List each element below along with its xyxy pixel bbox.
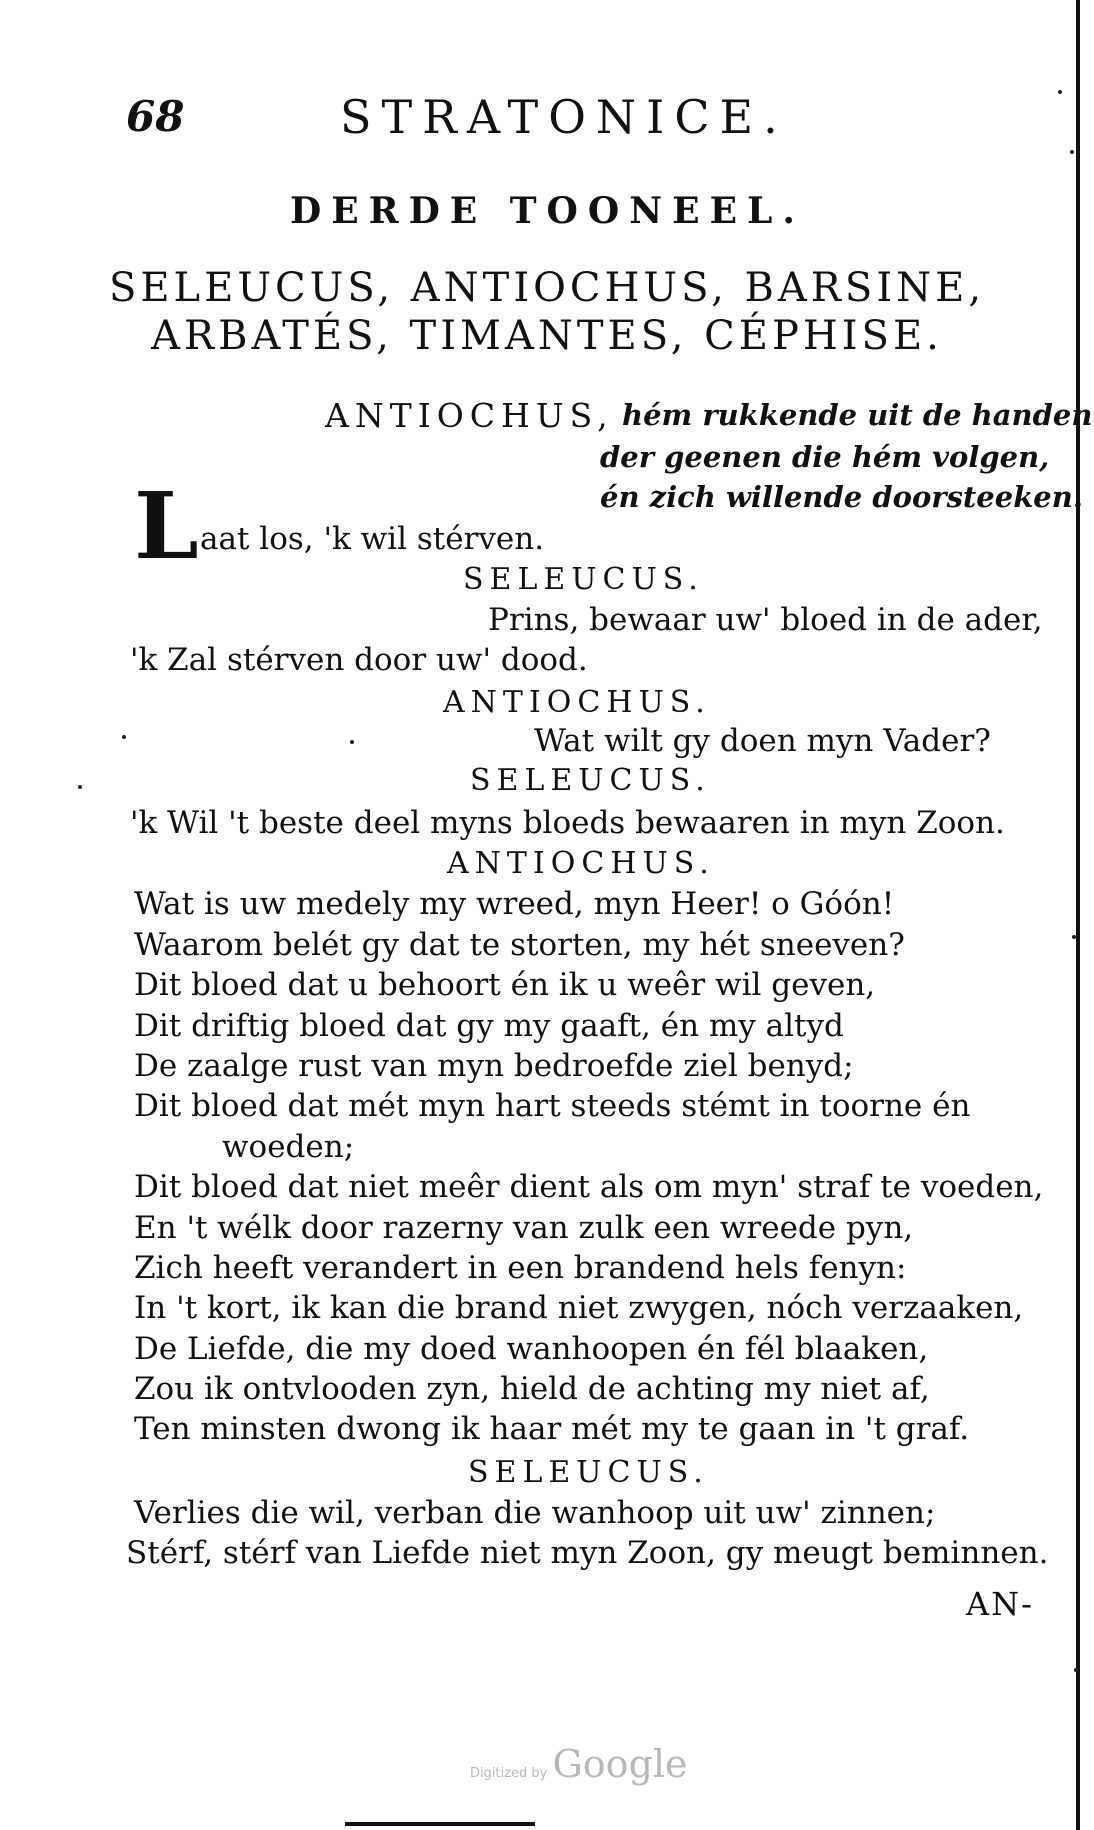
speaker-name: ANTIOCHUS.	[447, 846, 715, 881]
speaker-name: ANTIOCHUS,	[325, 396, 614, 435]
verse-line: En 't wélk door razerny van zulk een wreede pyn,	[134, 1210, 914, 1246]
verse-line: Prins, bewaar uw' bloed in de ader,	[488, 602, 1043, 638]
verse-line: Zich heeft verandert in een brandend hels fenyn:	[134, 1250, 907, 1286]
speaker-name: SELEUCUS.	[468, 1455, 709, 1490]
ink-speck	[1074, 1668, 1078, 1672]
ink-speck	[78, 785, 82, 789]
watermark-prefix: Digitized by	[470, 1766, 548, 1781]
ink-speck	[350, 740, 354, 744]
running-title: STRATONICE.	[340, 90, 788, 144]
ink-speck	[1058, 90, 1062, 94]
page-edge-bottom	[345, 1822, 535, 1826]
verse-line: Ten minsten dwong ik haar mét my te gaan in 't graf.	[134, 1411, 970, 1447]
catchword: AN-	[966, 1585, 1034, 1623]
verse-line: Dit bloed dat mét myn hart steeds stémt in toorne én	[134, 1088, 971, 1124]
stage-direction: hém rukkende uit de handen	[622, 398, 1093, 432]
digitization-watermark	[470, 1742, 688, 1786]
verse-line: woeden;	[222, 1129, 355, 1165]
ink-speck	[1072, 935, 1076, 939]
watermark-logo: Google	[552, 1742, 688, 1786]
verse-line: Zou ik ontvlooden zyn, hield de achting my niet af,	[134, 1371, 930, 1407]
verse-line: In 't kort, ik kan die brand niet zwygen, nóch verzaaken,	[134, 1290, 1024, 1326]
speaker-name: ANTIOCHUS.	[443, 685, 711, 720]
ink-speck	[1070, 150, 1074, 154]
verse-line: Dit bloed dat niet meêr dient als om myn' straf te voeden,	[134, 1169, 1044, 1205]
scene-heading: DERDE TOONEEL.	[290, 190, 805, 232]
stage-direction: der geenen die hém volgen,	[600, 440, 1050, 474]
verse-line: 'k Zal stérven door uw' dood.	[130, 642, 588, 678]
ink-speck	[122, 735, 126, 739]
verse-line: Dit driftig bloed dat gy my gaaft, én my altyd	[134, 1008, 844, 1044]
verse-line: aat los, 'k wil stérven.	[200, 521, 545, 557]
verse-line: 'k Wil 't beste deel myns bloeds bewaaren in myn Zoon.	[130, 805, 1005, 841]
verse-line: De Liefde, die my doed wanhoopen én fél blaaken,	[134, 1331, 929, 1367]
verse-line: Wat wilt gy doen myn Vader?	[534, 723, 991, 759]
verse-line: Stérf, stérf van Liefde niet myn Zoon, gy meugt beminnen.	[126, 1535, 1049, 1571]
speaker-name: SELEUCUS.	[463, 562, 704, 597]
verse-line: Waarom belét gy dat te storten, my hét sneeven?	[134, 927, 905, 963]
verse-line: Wat is uw medely my wreed, myn Heer! o Góón!	[134, 886, 895, 922]
verse-line: Dit bloed dat u behoort én ik u weêr wil geven,	[134, 967, 876, 1003]
drop-cap: L	[134, 472, 199, 580]
speaker-name: SELEUCUS.	[470, 763, 711, 798]
stage-direction: én zich willende doorsteeken.	[600, 480, 1083, 514]
cast-list-line: ARBATÉS, TIMANTES, CÉPHISE.	[151, 313, 943, 359]
verse-line: De zaalge rust van myn bedroefde ziel benyd;	[134, 1048, 854, 1084]
verse-line: Verlies die wil, verban die wanhoop uit uw' zinnen;	[134, 1495, 936, 1531]
page-number: 68	[126, 92, 185, 141]
cast-list-line: SELEUCUS, ANTIOCHUS, BARSINE,	[108, 265, 986, 311]
